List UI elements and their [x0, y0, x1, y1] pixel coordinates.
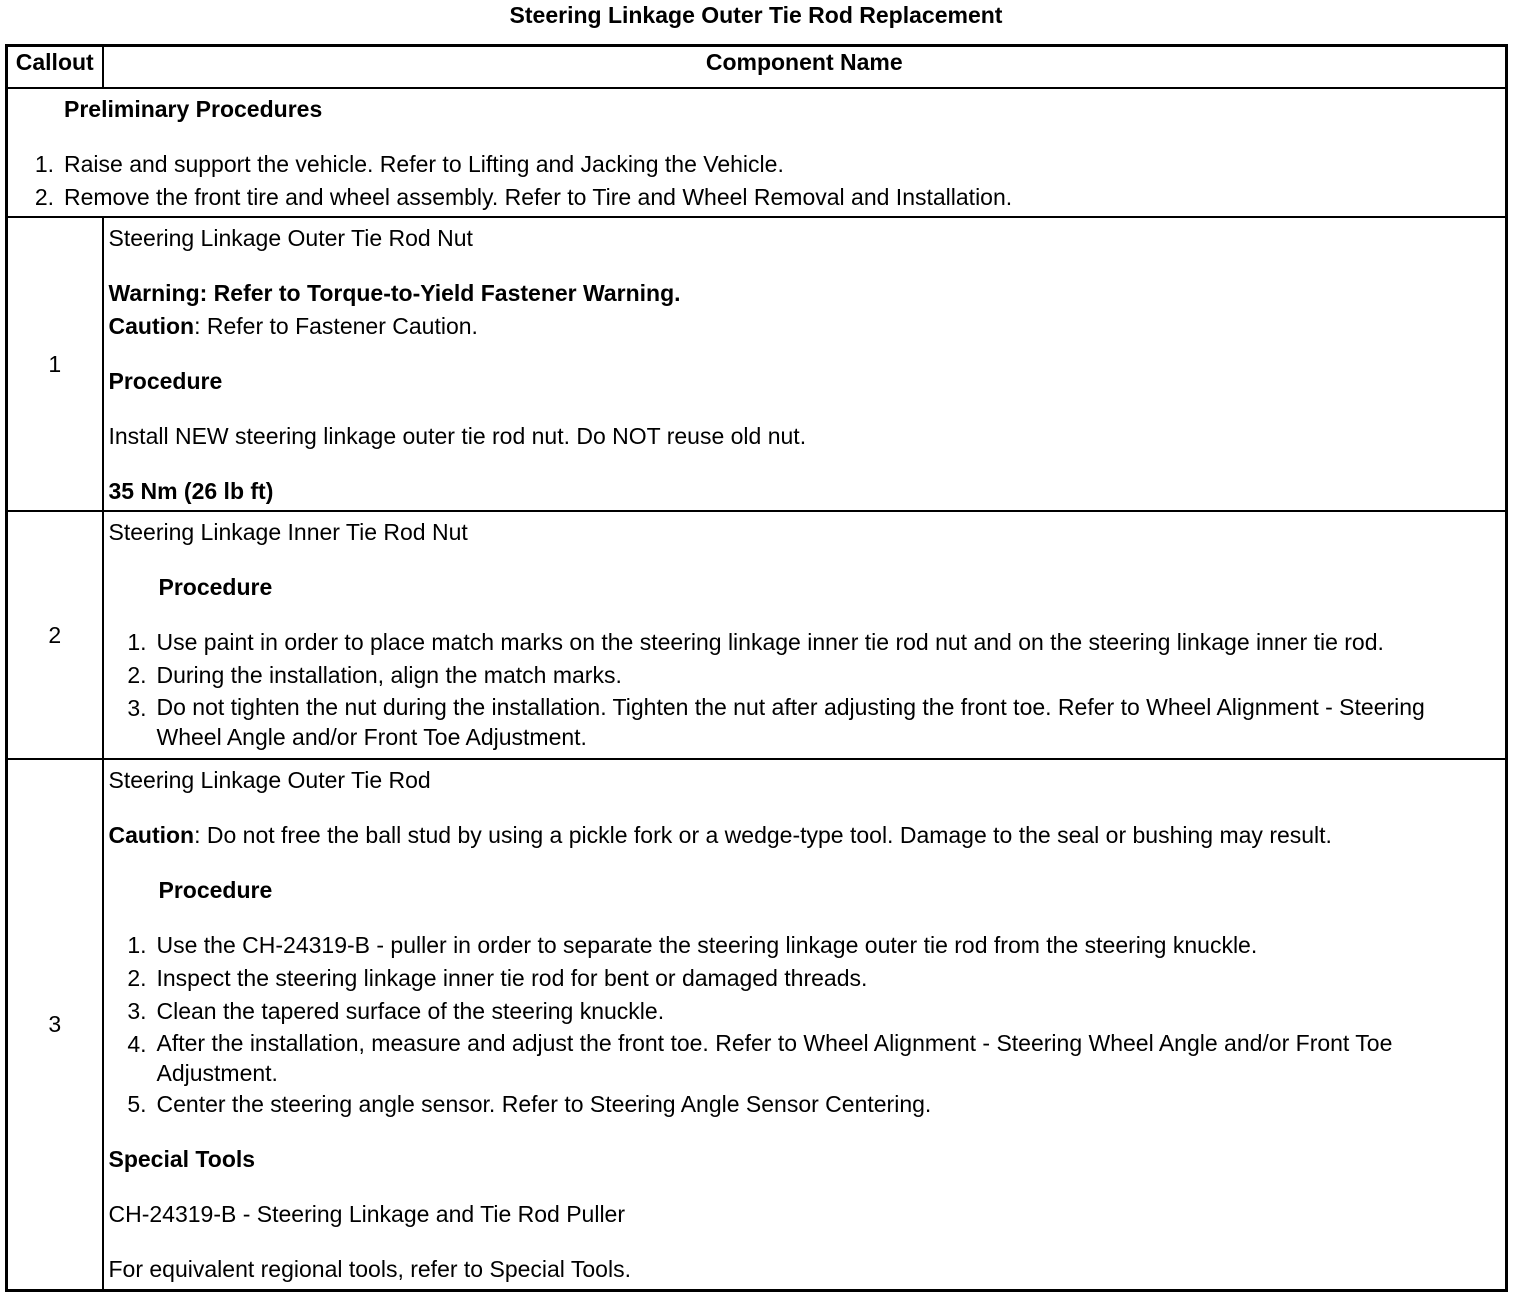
procedure-table: [5, 44, 1508, 1292]
caution-text: : Do not free the ball stud by using a pickle fork or a wedge-type tool. Damage to the seal or bushing may result.: [194, 822, 1332, 848]
table-row: [7, 511, 1507, 759]
component-name: Steering Linkage Outer Tie Rod Nut: [108, 225, 473, 251]
step-text: Inspect the steering linkage inner tie rod for bent or damaged threads.: [156, 965, 868, 991]
list-item: [22, 148, 1495, 181]
component-cell: [103, 759, 1507, 1291]
list-item: [22, 181, 1495, 214]
preliminary-cell: [7, 88, 1507, 217]
caution-label: Caution: [108, 822, 195, 848]
list-item: [115, 995, 1496, 1028]
component-cell: [103, 511, 1507, 759]
component-name-column-header: Component Name: [103, 46, 1507, 89]
table-row: [7, 759, 1507, 1291]
warning-text: Warning: Refer to Torque-to-Yield Fastener Warning.: [108, 280, 681, 306]
list-item: [115, 1028, 1496, 1088]
step-number: 2.: [127, 965, 147, 991]
step-number: 3.: [127, 695, 147, 721]
step-text: Remove the front tire and wheel assembly. Refer to Tire and Wheel Removal and Installation.: [64, 184, 1013, 210]
component-cell: [103, 217, 1507, 511]
list-item: [115, 929, 1496, 962]
step-text: Do not tighten the nut during the installation. Tighten the nut after adjusting the front toe. Refer to Wheel Alignment - Steering Wheel Angle and/or Front Toe Adjustment.: [156, 694, 1425, 750]
procedure-steps: [115, 626, 1496, 752]
procedure-heading: Procedure: [108, 368, 223, 394]
callout-number: 3: [7, 759, 103, 1291]
step-number: 2.: [34, 184, 54, 210]
list-item: [115, 659, 1496, 692]
step-text: After the installation, measure and adjust the front toe. Refer to Wheel Alignment - Steering Wheel Angle and/or Front Toe Adjustment.: [156, 1030, 1393, 1086]
table-row: [7, 217, 1507, 511]
step-text: Clean the tapered surface of the steering knuckle.: [156, 998, 665, 1024]
component-name: Steering Linkage Outer Tie Rod: [108, 767, 431, 793]
list-item: [115, 1088, 1496, 1121]
step-number: 1.: [127, 932, 147, 958]
caution-line: [109, 819, 1496, 852]
preliminary-row: [7, 88, 1507, 217]
list-item: [115, 626, 1496, 659]
callout-number: 2: [7, 511, 103, 759]
step-text: During the installation, align the match marks.: [156, 662, 622, 688]
callout-number: 1: [7, 217, 103, 511]
special-tools-heading: Special Tools: [108, 1146, 256, 1172]
torque-spec: 35 Nm (26 lb ft): [108, 478, 274, 504]
step-text: Use paint in order to place match marks on the steering linkage inner tie rod nut and on the steering linkage inner tie rod.: [156, 629, 1384, 655]
step-number: 4.: [127, 1031, 147, 1057]
special-tool-item: CH-24319-B - Steering Linkage and Tie Rod Puller: [108, 1201, 626, 1227]
step-text: Use the CH-24319-B - puller in order to separate the steering linkage outer tie rod from the steering knuckle.: [156, 932, 1258, 958]
list-item: [115, 692, 1496, 752]
step-number: 1.: [127, 629, 147, 655]
step-number: 2.: [127, 662, 147, 688]
caution-line: [109, 310, 1496, 343]
caution-label: Caution: [108, 313, 195, 339]
step-number: 5.: [127, 1091, 147, 1117]
procedure-text: Install NEW steering linkage outer tie rod nut. Do NOT reuse old nut.: [108, 423, 807, 449]
procedure-heading: Procedure: [158, 877, 273, 903]
preliminary-heading: Preliminary Procedures: [64, 96, 323, 122]
step-number: 1.: [34, 151, 54, 177]
preliminary-steps: [22, 148, 1495, 214]
step-text: Raise and support the vehicle. Refer to Lifting and Jacking the Vehicle.: [64, 151, 784, 177]
document-title: Steering Linkage Outer Tie Rod Replacement: [509, 2, 1003, 28]
component-name: Steering Linkage Inner Tie Rod Nut: [108, 519, 468, 545]
step-number: 3.: [127, 998, 147, 1024]
list-item: [115, 962, 1496, 995]
step-text: Center the steering angle sensor. Refer to Steering Angle Sensor Centering.: [156, 1091, 932, 1117]
procedure-steps: [115, 929, 1496, 1121]
table-header-row: [7, 46, 1507, 89]
callout-column-header: Callout: [7, 46, 103, 89]
procedure-heading: Procedure: [158, 574, 273, 600]
regional-tools-note: For equivalent regional tools, refer to Special Tools.: [108, 1256, 631, 1282]
caution-text: : Refer to Fastener Caution.: [194, 313, 478, 339]
